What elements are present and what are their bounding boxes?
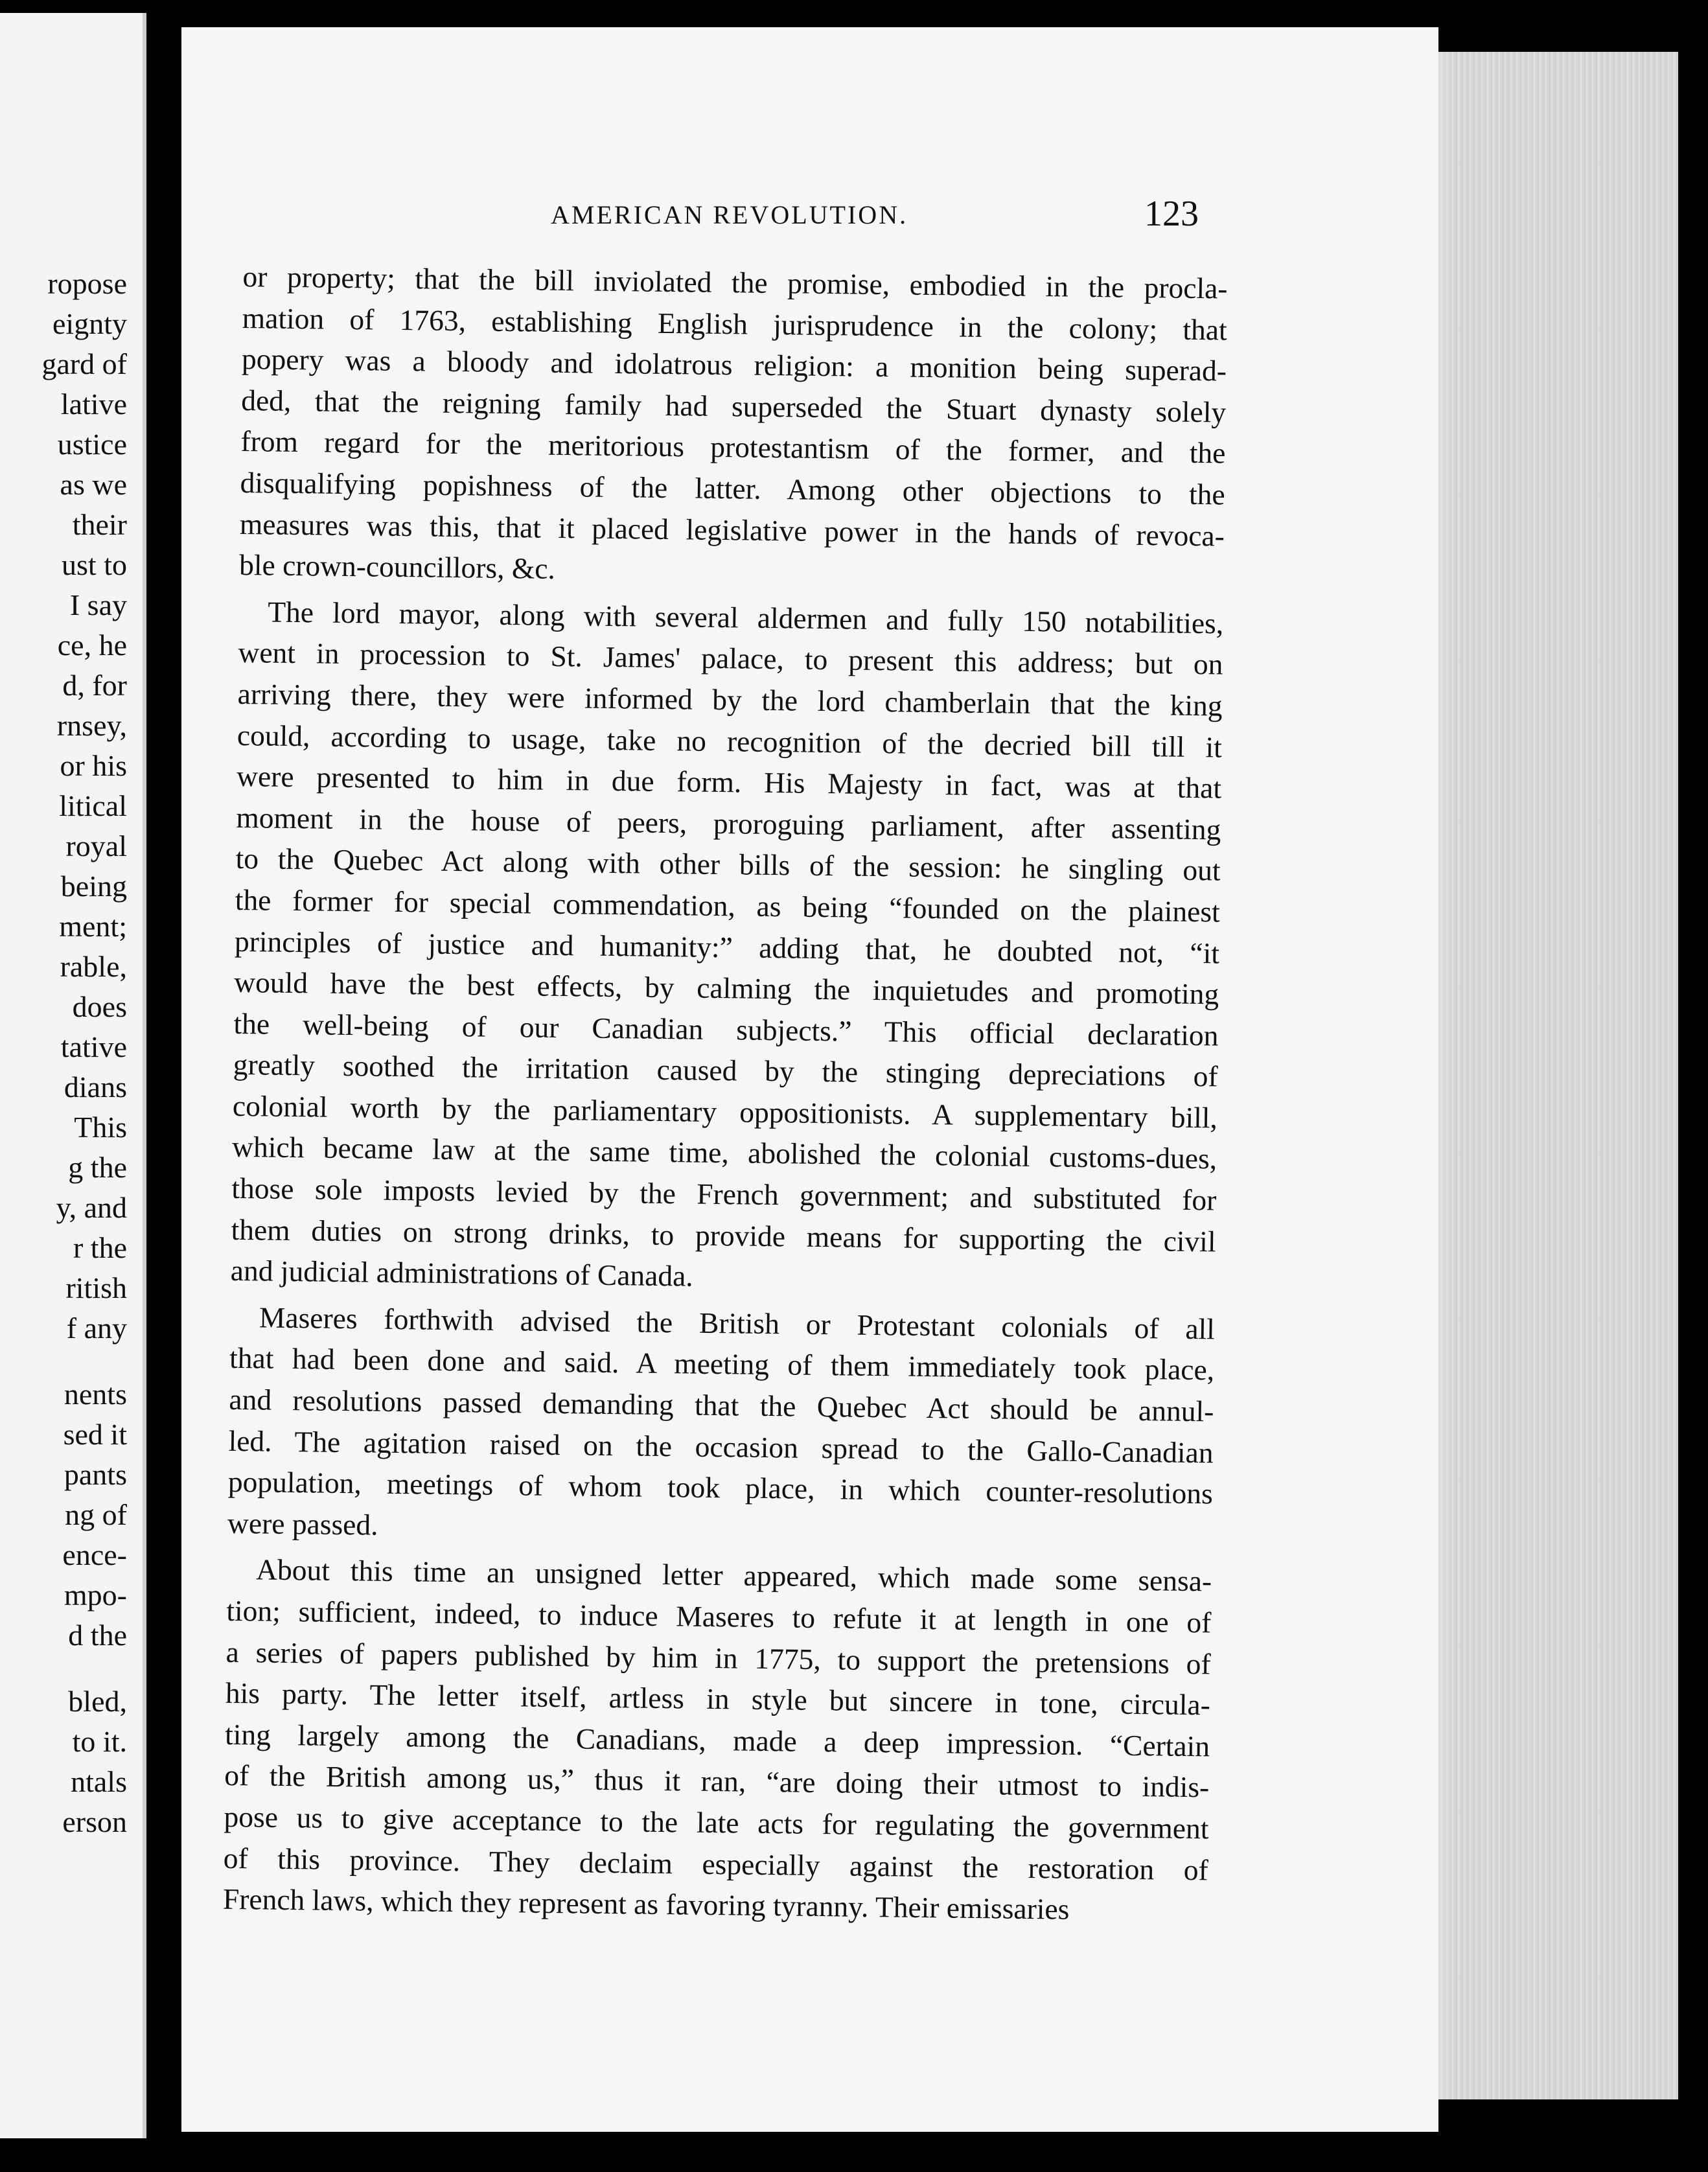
- text-line: would have the best effects, by calming the inquietudes and promoting: [233, 965, 1219, 1011]
- previous-page-line: mpo-: [63, 1578, 127, 1612]
- text-line: principles of justice and humanity:” adding that, he doubted not, “it: [234, 924, 1220, 969]
- text-line: ting largely among the Canadians, made a deep impression. “Certain: [224, 1717, 1210, 1763]
- text-line: the well-being of our Canadian subjects.” This official declaration: [233, 1006, 1219, 1052]
- paragraph: [230, 591, 1223, 1304]
- text-line: The lord mayor, along with several aldermen and fully 150 notabilities,: [267, 595, 1224, 640]
- previous-page-line: bled,: [68, 1685, 127, 1718]
- text-line: popery was a bloody and idolatrous religion: a monition being superad-: [241, 342, 1227, 387]
- previous-page-line: ustice: [57, 428, 127, 461]
- text-line: of this province. They declaim especially against the restoration of: [223, 1841, 1208, 1886]
- text-line: those sole imposts levied by the French government; and substituted for: [231, 1171, 1217, 1217]
- previous-page-line: d, for: [62, 669, 127, 702]
- text-line: went in procession to St. James' palace, to present this address; but on: [238, 636, 1223, 681]
- previous-page-line: ce, he: [57, 629, 127, 662]
- text-line: and resolutions passed demanding that the Quebec Act should be annul-: [229, 1382, 1214, 1428]
- previous-page-fragment: [0, 13, 146, 2138]
- text-line: them duties on strong drinks, to provide means for supporting the civil: [231, 1212, 1216, 1258]
- text-line: moment in the house of peers, proroguing parliament, after assenting: [236, 800, 1221, 846]
- page-number: 123: [1144, 194, 1199, 234]
- text-line: the former for special commendation, as being “founded on the plainest: [235, 883, 1221, 929]
- previous-page-line: f any: [66, 1311, 127, 1345]
- text-line: population, meetings of whom took place, in which counter-resolutions: [227, 1465, 1214, 1510]
- previous-page-line: rable,: [60, 950, 127, 983]
- text-line: and judicial administrations of Canada.: [230, 1254, 694, 1293]
- previous-page-line: ence-: [62, 1538, 127, 1571]
- previous-page-line: d the: [68, 1619, 127, 1652]
- previous-page-line: sed it: [63, 1418, 127, 1451]
- previous-page-line: lative: [60, 387, 127, 421]
- paragraph: [227, 1297, 1216, 1556]
- text-line: to the Quebec Act along with other bills of the session: he singling out: [235, 842, 1221, 887]
- previous-page-line: r the: [73, 1231, 127, 1264]
- previous-page-line: y, and: [56, 1191, 127, 1224]
- text-line: disqualifying popishness of the latter. Among other objections to the: [240, 465, 1225, 511]
- previous-page-line: gard of: [41, 347, 127, 380]
- text-line: mation of 1763, establishing English jurisprudence in the colony; that: [242, 301, 1228, 347]
- text-line: greatly soothed the irritation caused by the stinging depreciations of: [233, 1048, 1218, 1093]
- text-line: his party. The letter itself, artless in style but sincere in tone, circula-: [225, 1676, 1211, 1722]
- text-line: arriving there, they were informed by the lord chamberlain that the king: [237, 676, 1223, 722]
- previous-page-line: or his: [60, 749, 127, 782]
- previous-page-line: ntals: [71, 1765, 127, 1798]
- running-head: [369, 193, 1238, 238]
- book-gutter: [146, 0, 185, 2172]
- page-body-text: [221, 256, 1228, 2082]
- text-line: which became law at the same time, abolished the colonial customs-dues,: [231, 1130, 1218, 1175]
- text-line: Maseres forthwith advised the British or Protestant colonials of all: [259, 1300, 1216, 1346]
- text-line: of the British among us,” thus it ran, “are doing their utmost to indis-: [224, 1759, 1210, 1804]
- text-line: colonial worth by the parliamentary oppositionists. A supplementary bill,: [232, 1089, 1218, 1135]
- text-line: led. The agitation raised on the occasion spread to the Gallo-Canadian: [228, 1424, 1214, 1470]
- text-line: were passed.: [227, 1506, 378, 1542]
- text-line: from regard for the meritorious protestantism of the former, and the: [240, 424, 1226, 470]
- text-line: or property; that the bill inviolated the promise, embodied in the procla-: [242, 259, 1228, 305]
- previous-page-line: nents: [63, 1378, 127, 1411]
- previous-page-line: This: [74, 1111, 127, 1144]
- previous-page-line: rnsey,: [56, 709, 127, 742]
- previous-page-line: does: [72, 990, 127, 1023]
- text-line: ded, that the reigning family had superseded the Stuart dynasty solely: [240, 383, 1227, 429]
- text-line: that had been done and said. A meeting of them immediately took place,: [229, 1341, 1215, 1387]
- previous-page-line: tative: [60, 1030, 127, 1063]
- text-line: pose us to give acceptance to the late acts for regulating the government: [224, 1799, 1209, 1845]
- text-line: could, according to usage, take no recognition of the decried bill till it: [237, 718, 1223, 764]
- previous-page-line: ng of: [65, 1498, 127, 1531]
- previous-page-line: g the: [68, 1151, 127, 1184]
- paragraph: [223, 1549, 1212, 1932]
- previous-page-line: as we: [60, 468, 127, 501]
- text-line: French laws, which they represent as favoring tyranny. Their emissaries: [222, 1882, 1070, 1926]
- text-line: were presented to him in due form. His Majesty in fact, was at that: [236, 759, 1222, 805]
- text-line: measures was this, that it placed legislative power in the hands of revoca-: [239, 507, 1225, 553]
- previous-page-line: ust to: [62, 548, 127, 581]
- previous-page-line: being: [60, 870, 127, 903]
- previous-page-line: ropose: [47, 267, 127, 300]
- text-line: About this time an unsigned letter appeared, which made some sensa-: [255, 1553, 1212, 1598]
- previous-page-line: eignty: [52, 307, 127, 340]
- previous-page-line: to it.: [72, 1725, 127, 1758]
- previous-page-line: erson: [62, 1805, 127, 1838]
- previous-page-line: litical: [59, 789, 127, 822]
- previous-page-line: royal: [65, 829, 127, 862]
- previous-page-line: ment;: [59, 910, 127, 943]
- previous-page-line: ritish: [65, 1271, 127, 1304]
- text-line: ble crown-councillors, &c.: [238, 548, 556, 586]
- previous-page-line: their: [72, 508, 127, 541]
- book-fore-edge: [1425, 52, 1678, 2099]
- text-line: tion; sufficient, indeed, to induce Maseres to refute it at length in one of: [226, 1593, 1212, 1639]
- previous-page-line: dians: [63, 1070, 127, 1103]
- paragraph: [239, 256, 1228, 597]
- running-head-title: AMERICAN REVOLUTION.: [551, 200, 908, 229]
- text-line: a series of papers published by him in 1775, to support the pretensions of: [225, 1635, 1211, 1681]
- previous-page-line: pants: [63, 1458, 127, 1491]
- previous-page-line: I say: [69, 588, 127, 621]
